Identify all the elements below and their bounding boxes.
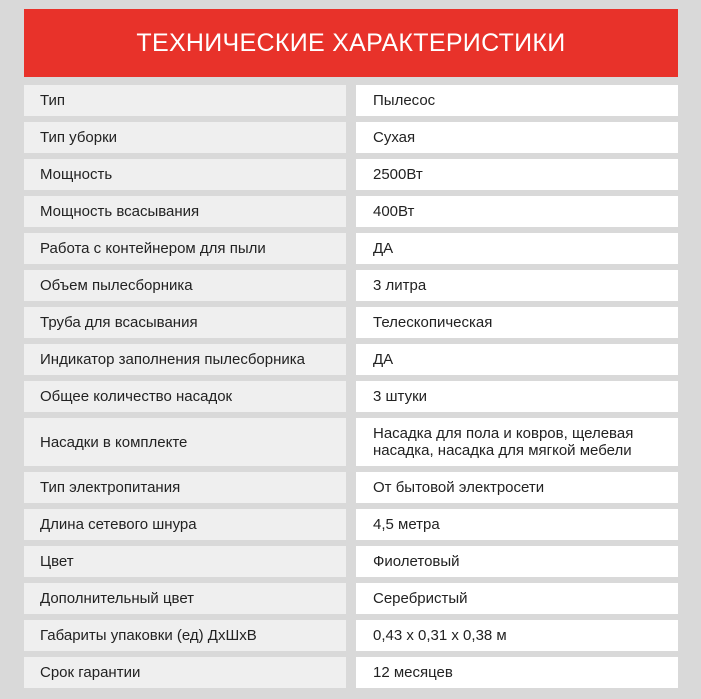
spec-value: 4,5 метра xyxy=(356,509,678,540)
spec-label: Срок гарантии xyxy=(24,657,346,688)
spec-value: Серебристый xyxy=(356,583,678,614)
spec-value: От бытовой электросети xyxy=(356,472,678,503)
spec-label: Мощность всасывания xyxy=(24,196,346,227)
table-row xyxy=(24,159,678,190)
table-row xyxy=(24,546,678,577)
table-row xyxy=(24,307,678,338)
table-row xyxy=(24,122,678,153)
spec-label: Объем пылесборника xyxy=(24,270,346,301)
spec-label: Дополнительный цвет xyxy=(24,583,346,614)
specs-table xyxy=(24,85,678,694)
table-row xyxy=(24,270,678,301)
spec-label: Мощность xyxy=(24,159,346,190)
spec-label: Работа с контейнером для пыли xyxy=(24,233,346,264)
spec-label: Индикатор заполнения пылесборника xyxy=(24,344,346,375)
spec-value: Насадка для пола и ковров, щелевая насадка, насадка для мягкой мебели xyxy=(356,418,678,466)
spec-label: Длина сетевого шнура xyxy=(24,509,346,540)
spec-label: Труба для всасывания xyxy=(24,307,346,338)
spec-value: 3 штуки xyxy=(356,381,678,412)
table-row xyxy=(24,233,678,264)
spec-value: 0,43 х 0,31 х 0,38 м xyxy=(356,620,678,651)
table-row xyxy=(24,509,678,540)
spec-value: 3 литра xyxy=(356,270,678,301)
spec-value: Фиолетовый xyxy=(356,546,678,577)
spec-label: Цвет xyxy=(24,546,346,577)
spec-label: Насадки в комплекте xyxy=(24,418,346,466)
page-title: ТЕХНИЧЕСКИЕ ХАРАКТЕРИСТИКИ xyxy=(24,9,678,77)
spec-label: Габариты упаковки (ед) ДхШхВ xyxy=(24,620,346,651)
spec-value: Сухая xyxy=(356,122,678,153)
table-row xyxy=(24,196,678,227)
table-row xyxy=(24,344,678,375)
spec-value: ДА xyxy=(356,344,678,375)
spec-value: 400Вт xyxy=(356,196,678,227)
table-row xyxy=(24,381,678,412)
spec-label: Тип xyxy=(24,85,346,116)
table-row xyxy=(24,620,678,651)
table-row xyxy=(24,472,678,503)
spec-label: Общее количество насадок xyxy=(24,381,346,412)
table-row xyxy=(24,85,678,116)
spec-label: Тип уборки xyxy=(24,122,346,153)
spec-value: 12 месяцев xyxy=(356,657,678,688)
spec-value: Телескопическая xyxy=(356,307,678,338)
table-row xyxy=(24,583,678,614)
table-row xyxy=(24,657,678,688)
spec-label: Тип электропитания xyxy=(24,472,346,503)
table-row xyxy=(24,418,678,466)
spec-value: 2500Вт xyxy=(356,159,678,190)
spec-value: ДА xyxy=(356,233,678,264)
spec-value: Пылесос xyxy=(356,85,678,116)
